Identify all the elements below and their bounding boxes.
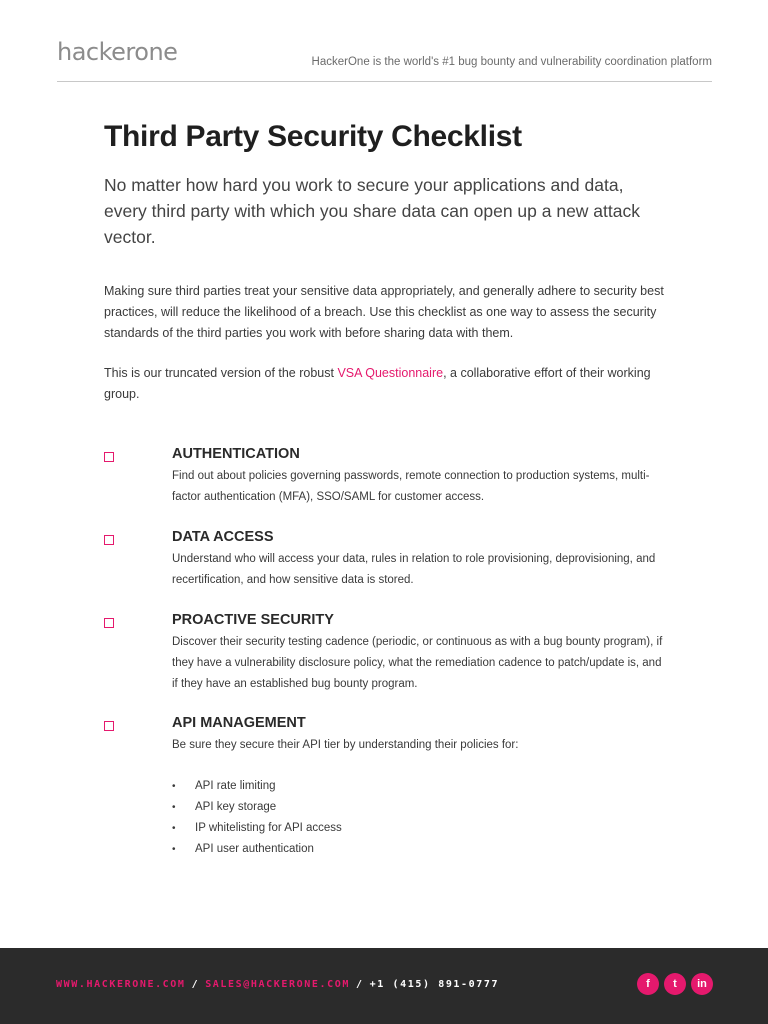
footer-separator: / (355, 979, 364, 990)
twitter-icon[interactable]: t (664, 973, 686, 995)
footer-contact (56, 979, 499, 990)
page-header (57, 36, 712, 82)
checkbox-icon[interactable] (104, 618, 114, 628)
intro-paragraph: Making sure third parties treat your sensitive data appropriately, and generally adhere to security best practices, will reduce the likelihood of a breach. Use this checklist as one way to assess the security standards of the third parties you work with before sharing data with them. (104, 284, 664, 340)
checklist-item-description: Discover their security testing cadence (periodic, or continuous as with a bug bounty program), if they have a vulnerability disclosure policy, what the remediation cadence to patch/update is, and if they have an established bug bounty program. (172, 636, 663, 690)
list-item: • IP whitelisting for API access (172, 818, 342, 839)
checklist-item-title: AUTHENTICATION (172, 446, 300, 462)
list-item: • API rate limiting (172, 776, 342, 797)
vsa-text-before: This is our truncated version of the robust (104, 366, 338, 380)
page-title: Third Party Security Checklist (104, 120, 522, 153)
linkedin-icon[interactable]: in (691, 973, 713, 995)
checklist-item-title: PROACTIVE SECURITY (172, 612, 334, 628)
header-tagline: HackerOne is the world's #1 bug bounty and vulnerability coordination platform (311, 56, 712, 68)
facebook-icon[interactable]: f (637, 973, 659, 995)
page-footer (0, 948, 768, 1024)
checklist-item-description: Be sure they secure their API tier by understanding their policies for: (172, 739, 519, 751)
checklist-item-description: Find out about policies governing passwords, remote connection to production systems, multi-factor authentication (MFA), SSO/SAML for customer access. (172, 470, 650, 503)
api-bullet-list (172, 776, 342, 860)
website-link[interactable]: WWW.HACKERONE.COM (56, 979, 186, 990)
footer-separator: / (191, 979, 200, 990)
vsa-paragraph (104, 363, 674, 405)
checkbox-icon[interactable] (104, 721, 114, 731)
checkbox-icon[interactable] (104, 535, 114, 545)
checklist-item-description: Understand who will access your data, rules in relation to role provisioning, deprovisioning, and recertification, and how sensitive data is stored. (172, 553, 656, 586)
hackerone-logo[interactable]: hackerone (57, 38, 178, 66)
phone-number: +1 (415) 891-0777 (369, 979, 500, 990)
vsa-questionnaire-link[interactable]: VSA Questionnaire (337, 366, 444, 380)
vsa-text-after: , a collaborative effort of their working group. (104, 366, 651, 401)
checkbox-icon[interactable] (104, 452, 114, 462)
list-item: • API user authentication (172, 839, 342, 860)
checklist-item-title: API MANAGEMENT (172, 715, 306, 731)
email-link[interactable]: SALES@HACKERONE.COM (205, 979, 350, 990)
checklist-item-title: DATA ACCESS (172, 529, 274, 545)
list-item: • API key storage (172, 797, 342, 818)
lead-paragraph: No matter how hard you work to secure your applications and data, every third party with which you share data can open up a new attack vector. (104, 175, 640, 247)
